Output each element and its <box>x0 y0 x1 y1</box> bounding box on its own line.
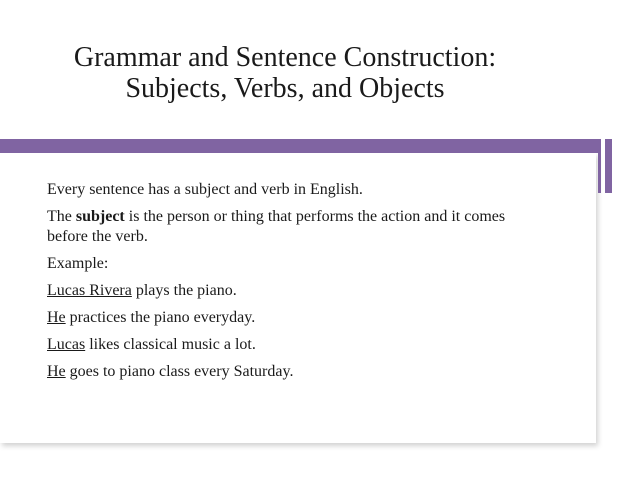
accent-post-thick <box>605 139 612 193</box>
example-rest: practices the piano everyday. <box>65 309 256 326</box>
intro-paragraph: Every sentence has a subject and verb in English. <box>47 181 363 198</box>
example-sentence <box>47 335 547 355</box>
definition-paragraph <box>47 207 547 247</box>
example-sentence <box>47 362 547 382</box>
definition-prefix: The <box>47 208 76 225</box>
example-subject: He <box>47 309 66 326</box>
title-line-1: Grammar and Sentence Construction: <box>73 42 497 73</box>
slide-title <box>0 42 570 104</box>
example-sentence <box>47 281 547 301</box>
example-rest: likes classical music a lot. <box>85 336 256 353</box>
example-sentence <box>47 308 547 328</box>
definition-rest: is the person or thing that performs the action and it comes before the verb. <box>47 208 506 245</box>
accent-bar <box>0 139 598 153</box>
accent-post-thin <box>598 139 601 193</box>
example-subject: He <box>47 363 66 380</box>
definition-term: subject <box>75 208 125 225</box>
example-subject: Lucas Rivera <box>47 282 132 299</box>
example-rest: goes to piano class every Saturday. <box>65 363 294 380</box>
title-line-2: Subjects, Verbs, and Objects <box>125 73 445 104</box>
example-subject: Lucas <box>47 336 86 353</box>
example-label: Example: <box>47 255 109 272</box>
body-text <box>47 180 547 389</box>
example-rest: plays the piano. <box>131 282 237 299</box>
